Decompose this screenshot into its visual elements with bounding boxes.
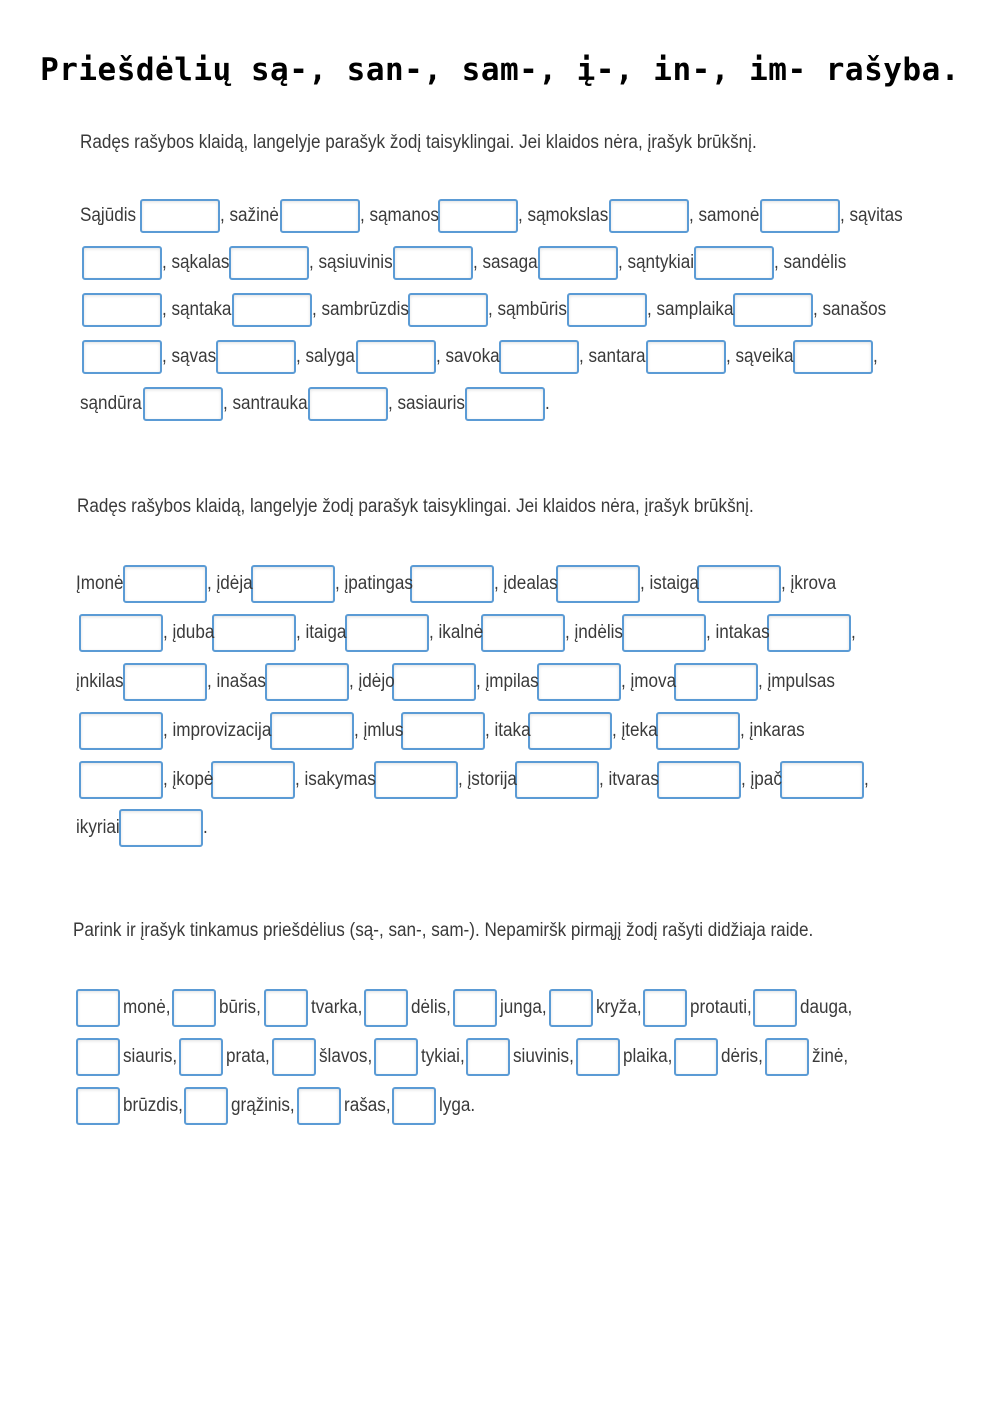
- word: kryža,: [595, 997, 642, 1018]
- answer-input[interactable]: [82, 246, 162, 280]
- section1-instruction: Radęs rašybos klaidą, langelyje parašyk žodį taisyklingai. Jei klaidos nėra, įrašyk brūkšnį.: [80, 132, 757, 153]
- word: , sąntaka: [162, 299, 232, 320]
- prefix-input[interactable]: [576, 1038, 620, 1076]
- word: siuvinis,: [513, 1046, 575, 1067]
- word: , įdealas: [494, 573, 558, 594]
- word: tvarka,: [310, 997, 362, 1018]
- answer-input[interactable]: [308, 387, 388, 421]
- word: , inašas: [207, 671, 267, 692]
- word: , samonė: [689, 205, 760, 226]
- word: , itaka: [485, 720, 531, 741]
- word: junga,: [500, 997, 547, 1018]
- answer-input[interactable]: [79, 761, 163, 799]
- word: , įmpulsas: [757, 671, 835, 692]
- word: .: [203, 817, 209, 838]
- section1-line-1: [80, 199, 904, 233]
- answer-input[interactable]: [767, 614, 851, 652]
- prefix-input[interactable]: [184, 1087, 228, 1125]
- prefix-input[interactable]: [374, 1038, 418, 1076]
- section2-instruction: Radęs rašybos klaidą, langelyje žodį parašyk taisyklingai. Jei klaidos nėra, įrašyk brūkšnį.: [77, 496, 754, 517]
- word: , įstorija: [457, 769, 517, 790]
- prefix-input[interactable]: [76, 1038, 120, 1076]
- word: dėris,: [721, 1046, 763, 1067]
- answer-input[interactable]: [537, 663, 621, 701]
- prefix-input[interactable]: [264, 989, 308, 1027]
- answer-input[interactable]: [123, 663, 207, 701]
- word: ikyriai: [76, 817, 120, 838]
- word: , santrauka: [223, 393, 309, 414]
- section2-line-6: [76, 809, 210, 847]
- answer-input[interactable]: [79, 712, 163, 750]
- answer-input[interactable]: [410, 565, 494, 603]
- answer-input[interactable]: [567, 293, 647, 327]
- answer-input[interactable]: [216, 340, 296, 374]
- word: , sąvas: [162, 346, 217, 367]
- word: Įmonė: [76, 573, 124, 594]
- prefix-input[interactable]: [753, 989, 797, 1027]
- answer-input[interactable]: [401, 712, 485, 750]
- answer-input[interactable]: [123, 565, 207, 603]
- answer-input[interactable]: [265, 663, 349, 701]
- word: .: [544, 393, 550, 414]
- word: , įnkaras: [739, 720, 805, 741]
- answer-input[interactable]: [697, 565, 781, 603]
- word: , sąmbūris: [488, 299, 568, 320]
- word: , įmova: [620, 671, 676, 692]
- word: dėlis,: [411, 997, 451, 1018]
- word: grąžinis,: [231, 1095, 296, 1116]
- prefix-input[interactable]: [674, 1038, 718, 1076]
- answer-input[interactable]: [408, 293, 488, 327]
- word: , įteka: [612, 720, 659, 741]
- section1-line-4: [82, 340, 880, 374]
- answer-input[interactable]: [656, 712, 740, 750]
- section2-line-5: [79, 761, 871, 799]
- word: , įpatingas: [334, 573, 413, 594]
- answer-input[interactable]: [528, 712, 612, 750]
- answer-input[interactable]: [793, 340, 873, 374]
- word: , įdėja: [207, 573, 253, 594]
- answer-input[interactable]: [212, 614, 296, 652]
- answer-input[interactable]: [270, 712, 354, 750]
- word: , sąkalas: [162, 252, 230, 273]
- answer-input[interactable]: [465, 387, 545, 421]
- answer-input[interactable]: [657, 761, 741, 799]
- worksheet-title: Priešdėlių są-, san-, sam-, į-, in-, im- rašyba.: [40, 52, 960, 88]
- answer-input[interactable]: [229, 246, 309, 280]
- section3-line-3: [76, 1087, 477, 1125]
- word: , sąvitas: [839, 205, 903, 226]
- answer-input[interactable]: [211, 761, 295, 799]
- word: , įdėjo: [348, 671, 395, 692]
- word: , sanašos: [813, 299, 887, 320]
- answer-input[interactable]: [733, 293, 813, 327]
- word: , sažinė: [220, 205, 280, 226]
- answer-input[interactable]: [82, 340, 162, 374]
- word: , itvaras: [599, 769, 660, 790]
- word: , sąmanos: [359, 205, 439, 226]
- word: , sąsiuvinis: [309, 252, 394, 273]
- answer-input[interactable]: [280, 199, 360, 233]
- prefix-input[interactable]: [76, 1087, 120, 1125]
- word: Sąjūdis: [80, 205, 137, 226]
- word: , salyga: [296, 346, 356, 367]
- answer-input[interactable]: [119, 809, 203, 847]
- answer-input[interactable]: [374, 761, 458, 799]
- answer-input[interactable]: [694, 246, 774, 280]
- word: sąndūra: [80, 393, 142, 414]
- answer-input[interactable]: [481, 614, 565, 652]
- section3-instruction: Parink ir įrašyk tinkamus priešdėlius (są-, san-, sam-). Nepamiršk pirmąjį žodį rašyti didžiaja raide.: [73, 920, 814, 941]
- section2-line-2: [79, 614, 858, 652]
- section2-line-4: [79, 712, 806, 750]
- answer-input[interactable]: [356, 340, 436, 374]
- word: , įmlus: [353, 720, 404, 741]
- answer-input[interactable]: [345, 614, 429, 652]
- word: , ikalnė: [428, 622, 483, 643]
- word: monė,: [123, 997, 171, 1018]
- prefix-input[interactable]: [453, 989, 497, 1027]
- word: , sąntykiai: [617, 252, 694, 273]
- word: , istaiga: [639, 573, 699, 594]
- prefix-input[interactable]: [392, 1087, 436, 1125]
- prefix-input[interactable]: [172, 989, 216, 1027]
- answer-input[interactable]: [622, 614, 706, 652]
- word: , įkopė: [163, 769, 214, 790]
- word: , sambrūzdis: [311, 299, 409, 320]
- section1-line-3: [82, 293, 889, 327]
- word: dauga,: [800, 997, 853, 1018]
- word: ,: [851, 622, 856, 643]
- word: lyga.: [439, 1095, 476, 1116]
- word: , įndėlis: [565, 622, 624, 643]
- answer-input[interactable]: [760, 199, 840, 233]
- section3-line-2: [76, 1038, 851, 1076]
- word: , intakas: [705, 622, 770, 643]
- answer-input[interactable]: [499, 340, 579, 374]
- prefix-input[interactable]: [297, 1087, 341, 1125]
- word: siauris,: [123, 1046, 178, 1067]
- word: , sasaga: [473, 252, 538, 273]
- word: , improvizacija: [163, 720, 272, 741]
- answer-input[interactable]: [538, 246, 618, 280]
- word: ,: [864, 769, 869, 790]
- answer-input[interactable]: [140, 199, 220, 233]
- word: brūzdis,: [123, 1095, 183, 1116]
- word: šlavos,: [318, 1046, 372, 1067]
- answer-input[interactable]: [646, 340, 726, 374]
- answer-input[interactable]: [515, 761, 599, 799]
- word: žinė,: [812, 1046, 849, 1067]
- word: , savoka: [435, 346, 500, 367]
- word: , samplaika: [646, 299, 734, 320]
- word: , itaiga: [296, 622, 347, 643]
- answer-input[interactable]: [143, 387, 223, 421]
- section2-line-1: [76, 565, 839, 603]
- answer-input[interactable]: [556, 565, 640, 603]
- word: ,: [873, 346, 879, 367]
- word: prata,: [226, 1046, 271, 1067]
- section1-line-5: [80, 387, 552, 421]
- prefix-input[interactable]: [364, 989, 408, 1027]
- word: plaika,: [622, 1046, 673, 1067]
- prefix-input[interactable]: [549, 989, 593, 1027]
- word: įnkilas: [76, 671, 124, 692]
- answer-input[interactable]: [674, 663, 758, 701]
- word: rašas,: [343, 1095, 391, 1116]
- prefix-input[interactable]: [765, 1038, 809, 1076]
- section2-line-3: [76, 663, 836, 701]
- word: būris,: [219, 997, 262, 1018]
- answer-input[interactable]: [392, 663, 476, 701]
- section3-line-1: [76, 989, 855, 1027]
- word: tykiai,: [421, 1046, 465, 1067]
- answer-input[interactable]: [79, 614, 163, 652]
- word: , sasiauris: [388, 393, 466, 414]
- answer-input[interactable]: [438, 199, 518, 233]
- answer-input[interactable]: [251, 565, 335, 603]
- word: , įkrova: [781, 573, 837, 594]
- section1-line-2: [82, 246, 849, 280]
- word: , sąveika: [725, 346, 794, 367]
- word: , sandėlis: [774, 252, 847, 273]
- word: , isakymas: [295, 769, 377, 790]
- word: , įmpilas: [476, 671, 539, 692]
- answer-input[interactable]: [609, 199, 689, 233]
- answer-input[interactable]: [393, 246, 473, 280]
- answer-input[interactable]: [82, 293, 162, 327]
- word: , įduba: [163, 622, 215, 643]
- answer-input[interactable]: [780, 761, 864, 799]
- prefix-input[interactable]: [466, 1038, 510, 1076]
- word: , sąmokslas: [518, 205, 609, 226]
- prefix-input[interactable]: [179, 1038, 223, 1076]
- word: protauti,: [690, 997, 752, 1018]
- word: , santara: [579, 346, 646, 367]
- prefix-input[interactable]: [76, 989, 120, 1027]
- prefix-input[interactable]: [272, 1038, 316, 1076]
- answer-input[interactable]: [232, 293, 312, 327]
- word: , įpač: [740, 769, 782, 790]
- prefix-input[interactable]: [643, 989, 687, 1027]
